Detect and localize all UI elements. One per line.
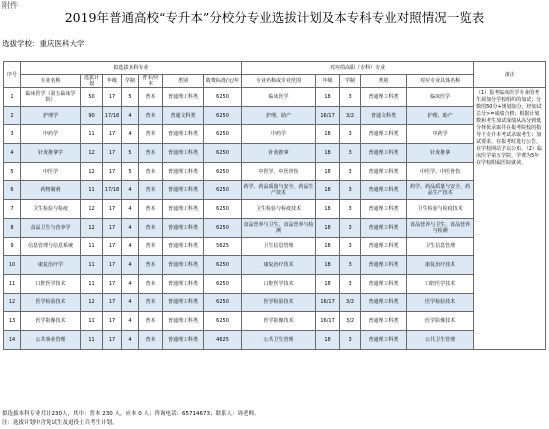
subheader-cell: 类别	[361, 75, 407, 88]
table-cell: 普通理工科类	[361, 181, 407, 200]
table-cell: 公共卫生管理	[407, 330, 474, 349]
table-cell: 1	[4, 88, 21, 107]
table-cell: 普通理工科类	[163, 181, 204, 200]
table-cell: 普通文科类	[163, 106, 204, 125]
subheader-cell: 类别	[163, 75, 204, 88]
table-cell: 临床医学	[242, 88, 316, 107]
table-cell: 普本	[139, 274, 163, 293]
table-cell: 普通理工科类	[163, 256, 204, 275]
table-cell: 普通理工科类	[361, 218, 407, 237]
table-cell: 普通理工科类	[361, 312, 407, 331]
table-cell: 普本	[139, 125, 163, 144]
table-cell: 18	[316, 330, 340, 349]
table-row	[4, 125, 546, 144]
table-cell: 18	[316, 256, 340, 275]
table-cell: 3	[340, 256, 361, 275]
table-cell: 6250	[204, 256, 242, 275]
table-cell: 5	[4, 162, 21, 181]
table-cell: 普通理工科类	[163, 162, 204, 181]
table-cell: 6250	[204, 88, 242, 107]
table-cell: 18	[316, 237, 340, 256]
table-cell: 普通理工科类	[163, 200, 204, 219]
table-cell: 医学检验技术	[21, 293, 81, 312]
table-cell: 14	[4, 330, 21, 349]
table-cell: 药物制剂	[21, 181, 81, 200]
table-cell: 普本	[139, 106, 163, 125]
table-cell: 17	[103, 293, 122, 312]
table-cell: 康复治疗技术	[242, 256, 316, 275]
table-cell: 11	[81, 125, 103, 144]
table-cell: 医学检验技术	[407, 293, 474, 312]
subheader-cell: 年级	[103, 75, 122, 88]
table-cell: 3	[340, 237, 361, 256]
table-cell: 8	[4, 218, 21, 237]
table-cell: 普本	[139, 293, 163, 312]
table-cell: 普本	[139, 181, 163, 200]
table-cell: 中医学、中医骨伤	[407, 162, 474, 181]
subheader-cell: 专业名称或专业范围	[242, 75, 316, 88]
table-cell: 11	[81, 274, 103, 293]
table-cell: 16/17	[316, 293, 340, 312]
table-cell: 17	[103, 200, 122, 219]
subheader-cell: 普本/应本	[139, 75, 163, 88]
table-cell: 5	[122, 144, 139, 163]
header-match-group: 对应的高职（专科）专业	[242, 62, 474, 75]
table-cell: 6250	[204, 162, 242, 181]
table-cell: 康复治疗技术	[407, 256, 474, 275]
table-cell: 3	[340, 88, 361, 107]
table-cell: 普本	[139, 88, 163, 107]
table-row	[4, 256, 546, 275]
table-cell: 4	[122, 330, 139, 349]
table-cell: 普通理工科类	[163, 330, 204, 349]
table-cell: 3	[340, 218, 361, 237]
table-cell: 4625	[204, 330, 242, 349]
table-cell: 3	[340, 200, 361, 219]
header-plan-group: 拟选拔本科专业	[21, 62, 242, 75]
table-cell: 普通理工科类	[361, 125, 407, 144]
table-row	[4, 181, 546, 200]
table-cell: 3	[340, 181, 361, 200]
table-cell: 医学影像技术	[407, 312, 474, 331]
table-cell: 17	[103, 256, 122, 275]
table-cell: 普通文科类	[361, 106, 407, 125]
table-cell: 6250	[204, 200, 242, 219]
table-cell: 普本	[139, 200, 163, 219]
table-cell: 11	[81, 237, 103, 256]
table-cell: 临床医学	[407, 88, 474, 107]
table-cell: 18	[316, 181, 340, 200]
table-cell: 17	[103, 274, 122, 293]
subheader-cell: 学制	[340, 75, 361, 88]
table-cell: 17/18	[103, 106, 122, 125]
table-cell: 医学检验技术	[242, 293, 316, 312]
table-cell: 12	[4, 293, 21, 312]
table-cell: 普通理工科类	[163, 88, 204, 107]
table-cell: 口腔医学技术	[407, 274, 474, 293]
table-row	[4, 106, 546, 125]
header-remark: 备注	[474, 62, 546, 88]
table-cell: 6250	[204, 181, 242, 200]
table-cell: 6250	[204, 312, 242, 331]
table-cell: 卫生检验与检疫	[21, 200, 81, 219]
table-cell: 普通理工科类	[361, 162, 407, 181]
table-cell: 口腔医学技术	[21, 274, 81, 293]
table-cell: 普通理工科类	[361, 293, 407, 312]
subheader-cell: 学制	[122, 75, 139, 88]
table-cell: 4	[122, 218, 139, 237]
table-cell: 3/2	[340, 106, 361, 125]
table-cell: 中医学、中医骨伤	[242, 162, 316, 181]
table-cell: 4	[122, 237, 139, 256]
table-cell: 普本	[139, 237, 163, 256]
table-cell: 公共卫生管理	[242, 330, 316, 349]
table-cell: 护理、助产	[407, 106, 474, 125]
table-cell: 4	[122, 200, 139, 219]
table-cell: 卫生检验与检疫技术	[407, 200, 474, 219]
table-cell: 17	[103, 237, 122, 256]
table-cell: 17	[103, 330, 122, 349]
table-cell: 医学影像技术	[21, 312, 81, 331]
table-cell: 针灸推拿学	[21, 144, 81, 163]
table-cell: 11	[4, 274, 21, 293]
table-cell: 6250	[204, 125, 242, 144]
table-cell: 普通理工科类	[163, 274, 204, 293]
subheader-cell: 对应专业具体名称	[407, 75, 474, 88]
table-cell: 普通理工科类	[361, 256, 407, 275]
table-cell: 中药学	[407, 125, 474, 144]
attachment-label: 附件	[2, 1, 18, 10]
table-cell: 普本	[139, 312, 163, 331]
table-cell: 药学、药品质量与安全、药品生产技术	[242, 181, 316, 200]
table-cell: 药学、药品质量与安全、药品生产技术	[407, 181, 474, 200]
table-cell: 普通理工科类	[163, 144, 204, 163]
footer-summary: 拟选拔本科专业共计230人，其中：普本 230 人，应本 0 人；咨询电话：65714673；联系人：周老师。	[2, 411, 260, 417]
table-cell: 17	[103, 312, 122, 331]
table-cell: 普通理工科类	[163, 218, 204, 237]
table-cell: 17	[103, 125, 122, 144]
table-cell: 信息管理与信息系统	[21, 237, 81, 256]
table-cell: 中药学	[242, 125, 316, 144]
table-cell: 9	[4, 237, 21, 256]
table-cell: 18	[316, 125, 340, 144]
table-cell: 12	[81, 200, 103, 219]
table-cell: 卫生信息管理	[242, 237, 316, 256]
table-cell: 6250	[204, 218, 242, 237]
table-cell: 普通理工科类	[361, 88, 407, 107]
table-cell: 3	[4, 125, 21, 144]
table-row	[4, 293, 546, 312]
table-row	[4, 274, 546, 293]
table-cell: 50	[81, 88, 103, 107]
table-cell: 4	[122, 106, 139, 125]
table-cell: 普通理工科类	[163, 293, 204, 312]
table-cell: 卫生信息管理	[407, 237, 474, 256]
subheader-cell: 收费标准/元/年	[204, 75, 242, 88]
table-cell: 普通理工科类	[163, 237, 204, 256]
table-row	[4, 200, 546, 219]
table-cell: 4	[122, 312, 139, 331]
table-cell: 临床医学（第五临床学院）	[21, 88, 81, 107]
table-cell: 普本	[139, 218, 163, 237]
table-row	[4, 218, 546, 237]
table-cell: 5	[122, 88, 139, 107]
table-cell: 普通理工科类	[361, 274, 407, 293]
table-cell: 普通理工科类	[361, 200, 407, 219]
table-cell: 11	[81, 312, 103, 331]
table-cell: 17	[103, 88, 122, 107]
table-row	[4, 237, 546, 256]
table-cell: 17	[103, 162, 122, 181]
table-cell: 18	[316, 162, 340, 181]
table-row	[4, 330, 546, 349]
table-cell: 16/17	[316, 312, 340, 331]
table-row	[4, 312, 546, 331]
table-cell: 护理、助产	[242, 106, 316, 125]
table-cell: 12	[81, 162, 103, 181]
table-cell: 16/17	[316, 106, 340, 125]
table-cell: 4	[122, 181, 139, 200]
table-cell: 6250	[204, 293, 242, 312]
table-cell: 卫生检验与检疫技术	[242, 200, 316, 219]
table-cell: 2	[4, 106, 21, 125]
table-cell: 普本	[139, 256, 163, 275]
table-cell: 6250	[204, 144, 242, 163]
table-cell: 4	[122, 293, 139, 312]
table-cell: 7	[4, 200, 21, 219]
table-cell: 口腔医学技术	[242, 274, 316, 293]
table-cell: 90	[81, 106, 103, 125]
table-cell: 10	[4, 256, 21, 275]
table-cell: 普通理工科类	[361, 144, 407, 163]
table-cell: 18	[316, 144, 340, 163]
plan-table	[3, 61, 546, 350]
table-cell: 5	[122, 162, 139, 181]
table-cell: 康复治疗学	[21, 256, 81, 275]
table-cell: 公共事业管理	[21, 330, 81, 349]
table-cell: 11	[81, 256, 103, 275]
table-cell: 5625	[204, 237, 242, 256]
table-cell: 17	[103, 144, 122, 163]
table-cell: 3	[340, 125, 361, 144]
table-cell: 3/2	[340, 312, 361, 331]
table-cell: 普本	[139, 162, 163, 181]
subheader-cell: 专业名称	[21, 75, 81, 88]
table-cell: 18	[316, 200, 340, 219]
table-cell: 护理学	[21, 106, 81, 125]
table-cell: 3/2	[340, 293, 361, 312]
table-cell: 11	[81, 330, 103, 349]
table-row	[4, 144, 546, 163]
table-cell: 3	[340, 144, 361, 163]
table-cell: 3	[340, 162, 361, 181]
table-cell: 普通理工科类	[163, 125, 204, 144]
table-cell: 普通理工科类	[361, 330, 407, 349]
table-cell: 3	[340, 330, 361, 349]
school-label: 选拔学校：重庆医科大学	[2, 39, 85, 48]
page-title: 2019年普通高校“专升本”分校分专业选拔计划及本专科专业对照情况一览表	[64, 10, 485, 25]
footer-note: 注：选拔计划中含免试生及退役士兵考生计划。	[2, 420, 118, 426]
subheader-cell: 选拔计划	[81, 75, 103, 88]
remark-text: （1）报考临床医学专业的考生须加分学校组织的加试；分数的50分+规划加分，经加试总分>=成绩合格；根据计划数和考生加试成绩从高分到低分择优录取并在报考院校的指导下专升本考试录取考生；加试要求，在报考时进行公告，在学校网站予以公布。（2）临床医学第五学院，学费为5年在学校附属医院就读。	[474, 88, 546, 350]
table-cell: 4	[122, 274, 139, 293]
table-cell: 6	[4, 181, 21, 200]
table-cell: 食品营养与卫生、食品营养与检测	[242, 218, 316, 237]
table-cell: 12	[81, 293, 103, 312]
table-cell: 6250	[204, 274, 242, 293]
table-cell: 4	[122, 256, 139, 275]
table-cell: 11	[81, 181, 103, 200]
table-cell: 食品营养与卫生、食品营养与检测	[407, 218, 474, 237]
table-cell: 4	[4, 144, 21, 163]
table-cell: 3	[340, 274, 361, 293]
table-cell: 6250	[204, 106, 242, 125]
table-cell: 中医学	[21, 162, 81, 181]
table-cell: 普本	[139, 330, 163, 349]
table-row	[4, 162, 546, 181]
table-cell: 18	[316, 218, 340, 237]
table-cell: 17/18	[103, 181, 122, 200]
table-cell: 普通理工科类	[163, 312, 204, 331]
table-cell: 普通理工科类	[361, 237, 407, 256]
header-seq: 序号	[4, 62, 21, 88]
table-cell: 13	[4, 312, 21, 331]
table-cell: 4	[122, 125, 139, 144]
table-cell: 18	[316, 274, 340, 293]
table-row	[4, 88, 546, 107]
subheader-cell: 年级	[316, 75, 340, 88]
table-cell: 17	[103, 218, 122, 237]
table-cell: 中药学	[21, 125, 81, 144]
table-cell: 针灸推拿	[407, 144, 474, 163]
table-cell: 医学影像技术	[242, 312, 316, 331]
table-cell: 针灸推拿	[242, 144, 316, 163]
table-cell: 12	[81, 218, 103, 237]
table-cell: 12	[81, 144, 103, 163]
table-cell: 普本	[139, 144, 163, 163]
table-cell: 18	[316, 88, 340, 107]
table-cell: 食品卫生与营养学	[21, 218, 81, 237]
